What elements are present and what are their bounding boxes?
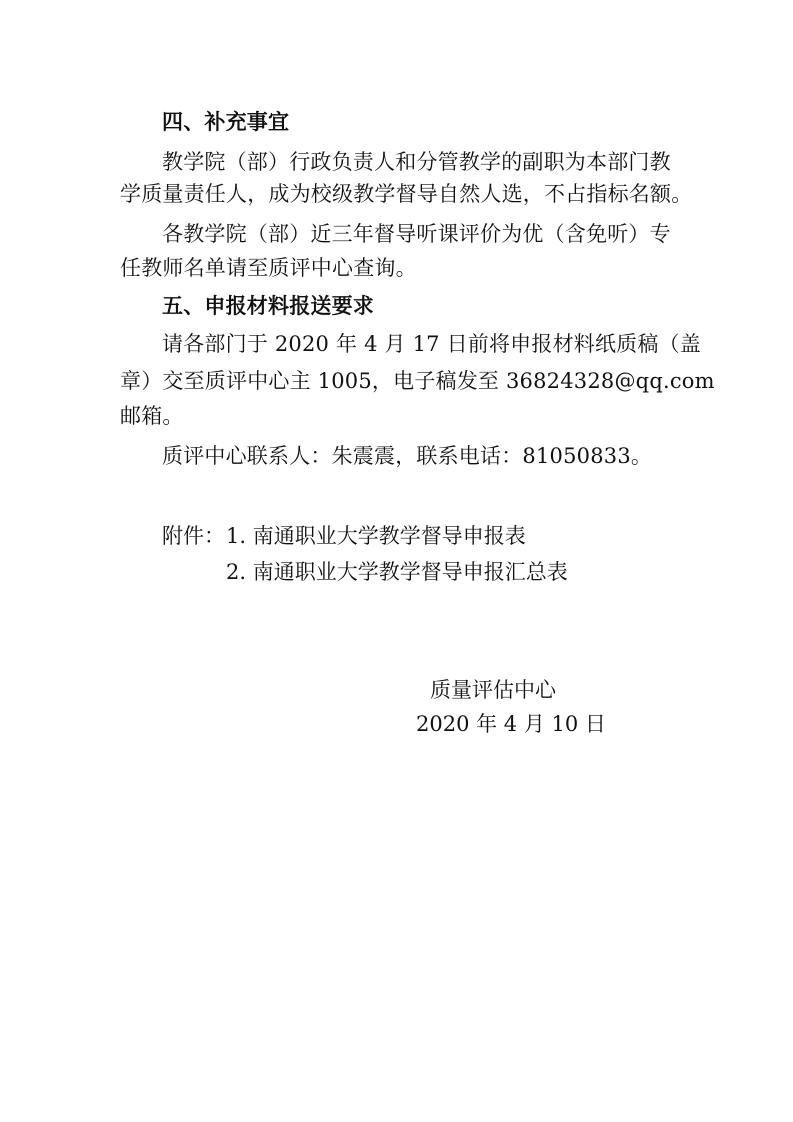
section-4-heading: 四、补充事宜 (162, 110, 290, 134)
section-4-paragraph-1-line-1: 教学院（部）行政负责人和分管教学的副职为本部门教 (162, 150, 671, 174)
attachments-label: 附件： (162, 524, 225, 548)
section-5-paragraph-1-line-2: 章）交至质评中心主 1005，电子稿发至 36824328@qq.com (120, 369, 715, 393)
section-4-paragraph-1-line-2: 学质量责任人，成为校级教学督导自然人选，不占指标名额。 (120, 182, 693, 206)
section-4-paragraph-2-line-2: 任教师名单请至质评中心查询。 (120, 256, 417, 280)
attachment-item-1: 1. 南通职业大学教学督导申报表 (226, 524, 526, 548)
section-5-contact: 质评中心联系人：朱震震，联系电话：81050833。 (162, 444, 653, 468)
signature-organization: 质量评估中心 (430, 678, 556, 702)
section-5-paragraph-1-line-1: 请各部门于 2020 年 4 月 17 日前将申报材料纸质稿（盖 (162, 332, 701, 356)
signature-date: 2020 年 4 月 10 日 (416, 712, 606, 736)
section-5-heading: 五、申报材料报送要求 (162, 294, 374, 318)
section-5-paragraph-1-line-3: 邮箱。 (120, 404, 184, 428)
attachment-item-2: 2. 南通职业大学教学督导申报汇总表 (226, 560, 568, 584)
section-4-paragraph-2-line-1: 各教学院（部）近三年督导听课评价为优（含免听）专 (162, 222, 671, 246)
